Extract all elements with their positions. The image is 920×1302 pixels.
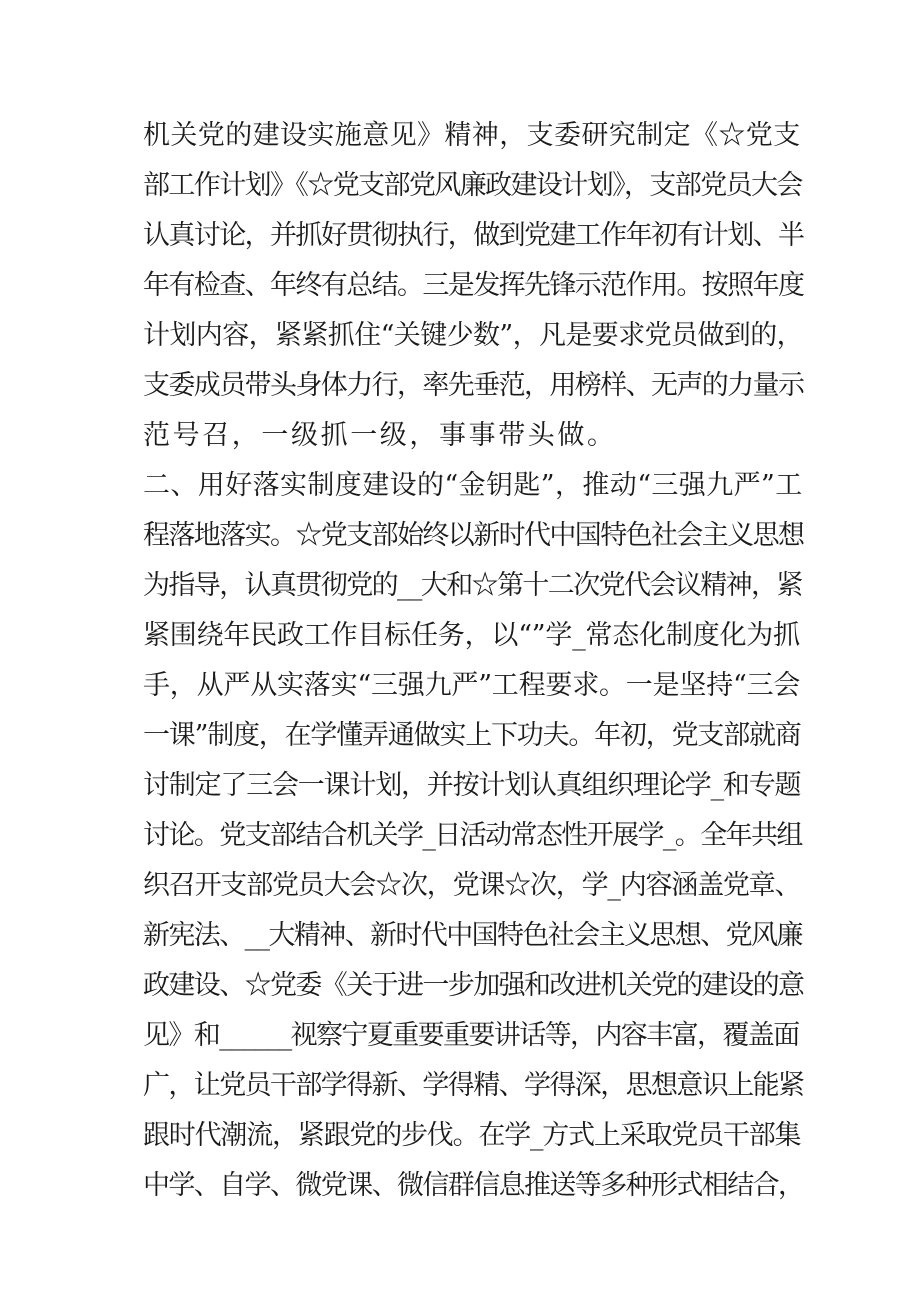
section-heading-line: 二、用好落实制度建设的“金钥匙”，推动“三强九严”工 <box>143 470 803 501</box>
text-line: 部工作计划》《☆党支部党风廉政建设计划》，支部党员大会 <box>143 170 802 201</box>
text-line: 中学、自学、微党课、微信群信息推送等多种形式相结合， <box>143 1170 804 1201</box>
text-line: 政建设、☆党委《关于进一步加强和改进机关党的建设的意 <box>143 970 804 1001</box>
text-line: 手，从严从实落实“三强九严”工程要求。一是坚持“三会 <box>143 670 801 701</box>
text-line: 织召开支部党员大会☆次，党课☆次，学_内容涵盖党章、 <box>143 870 801 901</box>
text-line: 一课”制度，在学懂弄通做实上下功夫。年初，党支部就商 <box>143 720 801 751</box>
text-line: 计划内容，紧紧抓住“关键少数”，凡是要求党员做到的， <box>143 320 804 351</box>
text-line: 讨论。党支部结合机关学_日活动常态性开展学_。全年共组 <box>143 820 802 851</box>
text-line: 为指导，认真贯彻党的__大和☆第十二次党代会议精神，紧 <box>143 570 802 601</box>
text-line: 认真讨论，并抓好贯彻执行，做到党建工作年初有计划、半 <box>143 220 804 251</box>
text-line: 跟时代潮流，紧跟党的步伐。在学_方式上采取党员干部集 <box>143 1120 801 1151</box>
text-line: 新宪法、__大精神、新时代中国特色社会主义思想、党风廉 <box>143 920 802 951</box>
text-line: 讨制定了三会一课计划，并按计划认真组织理论学_和专题 <box>143 770 801 801</box>
text-line: 紧围绕年民政工作目标任务，以“”学_常态化制度化为抓 <box>143 620 800 651</box>
text-line: 机关党的建设实施意见》精神，支委研究制定《☆党支 <box>143 120 801 151</box>
text-line: 广，让党员干部学得新、学得精、学得深，思想意识上能紧 <box>143 1070 804 1101</box>
text-line: 支委成员带头身体力行，率先垂范，用榜样、无声的力量示 <box>143 370 804 401</box>
text-line: 见》和______视察宁夏重要重要讲话等，内容丰富，覆盖面 <box>143 1020 799 1051</box>
text-line: 年有检查、年终有总结。三是发挥先锋示范作用。按照年度 <box>143 270 804 301</box>
text-line: 范号召，一级抓一级，事事带头做。 <box>143 420 617 451</box>
text-line: 程落地落实。☆党支部始终以新时代中国特色社会主义思想 <box>143 520 804 551</box>
